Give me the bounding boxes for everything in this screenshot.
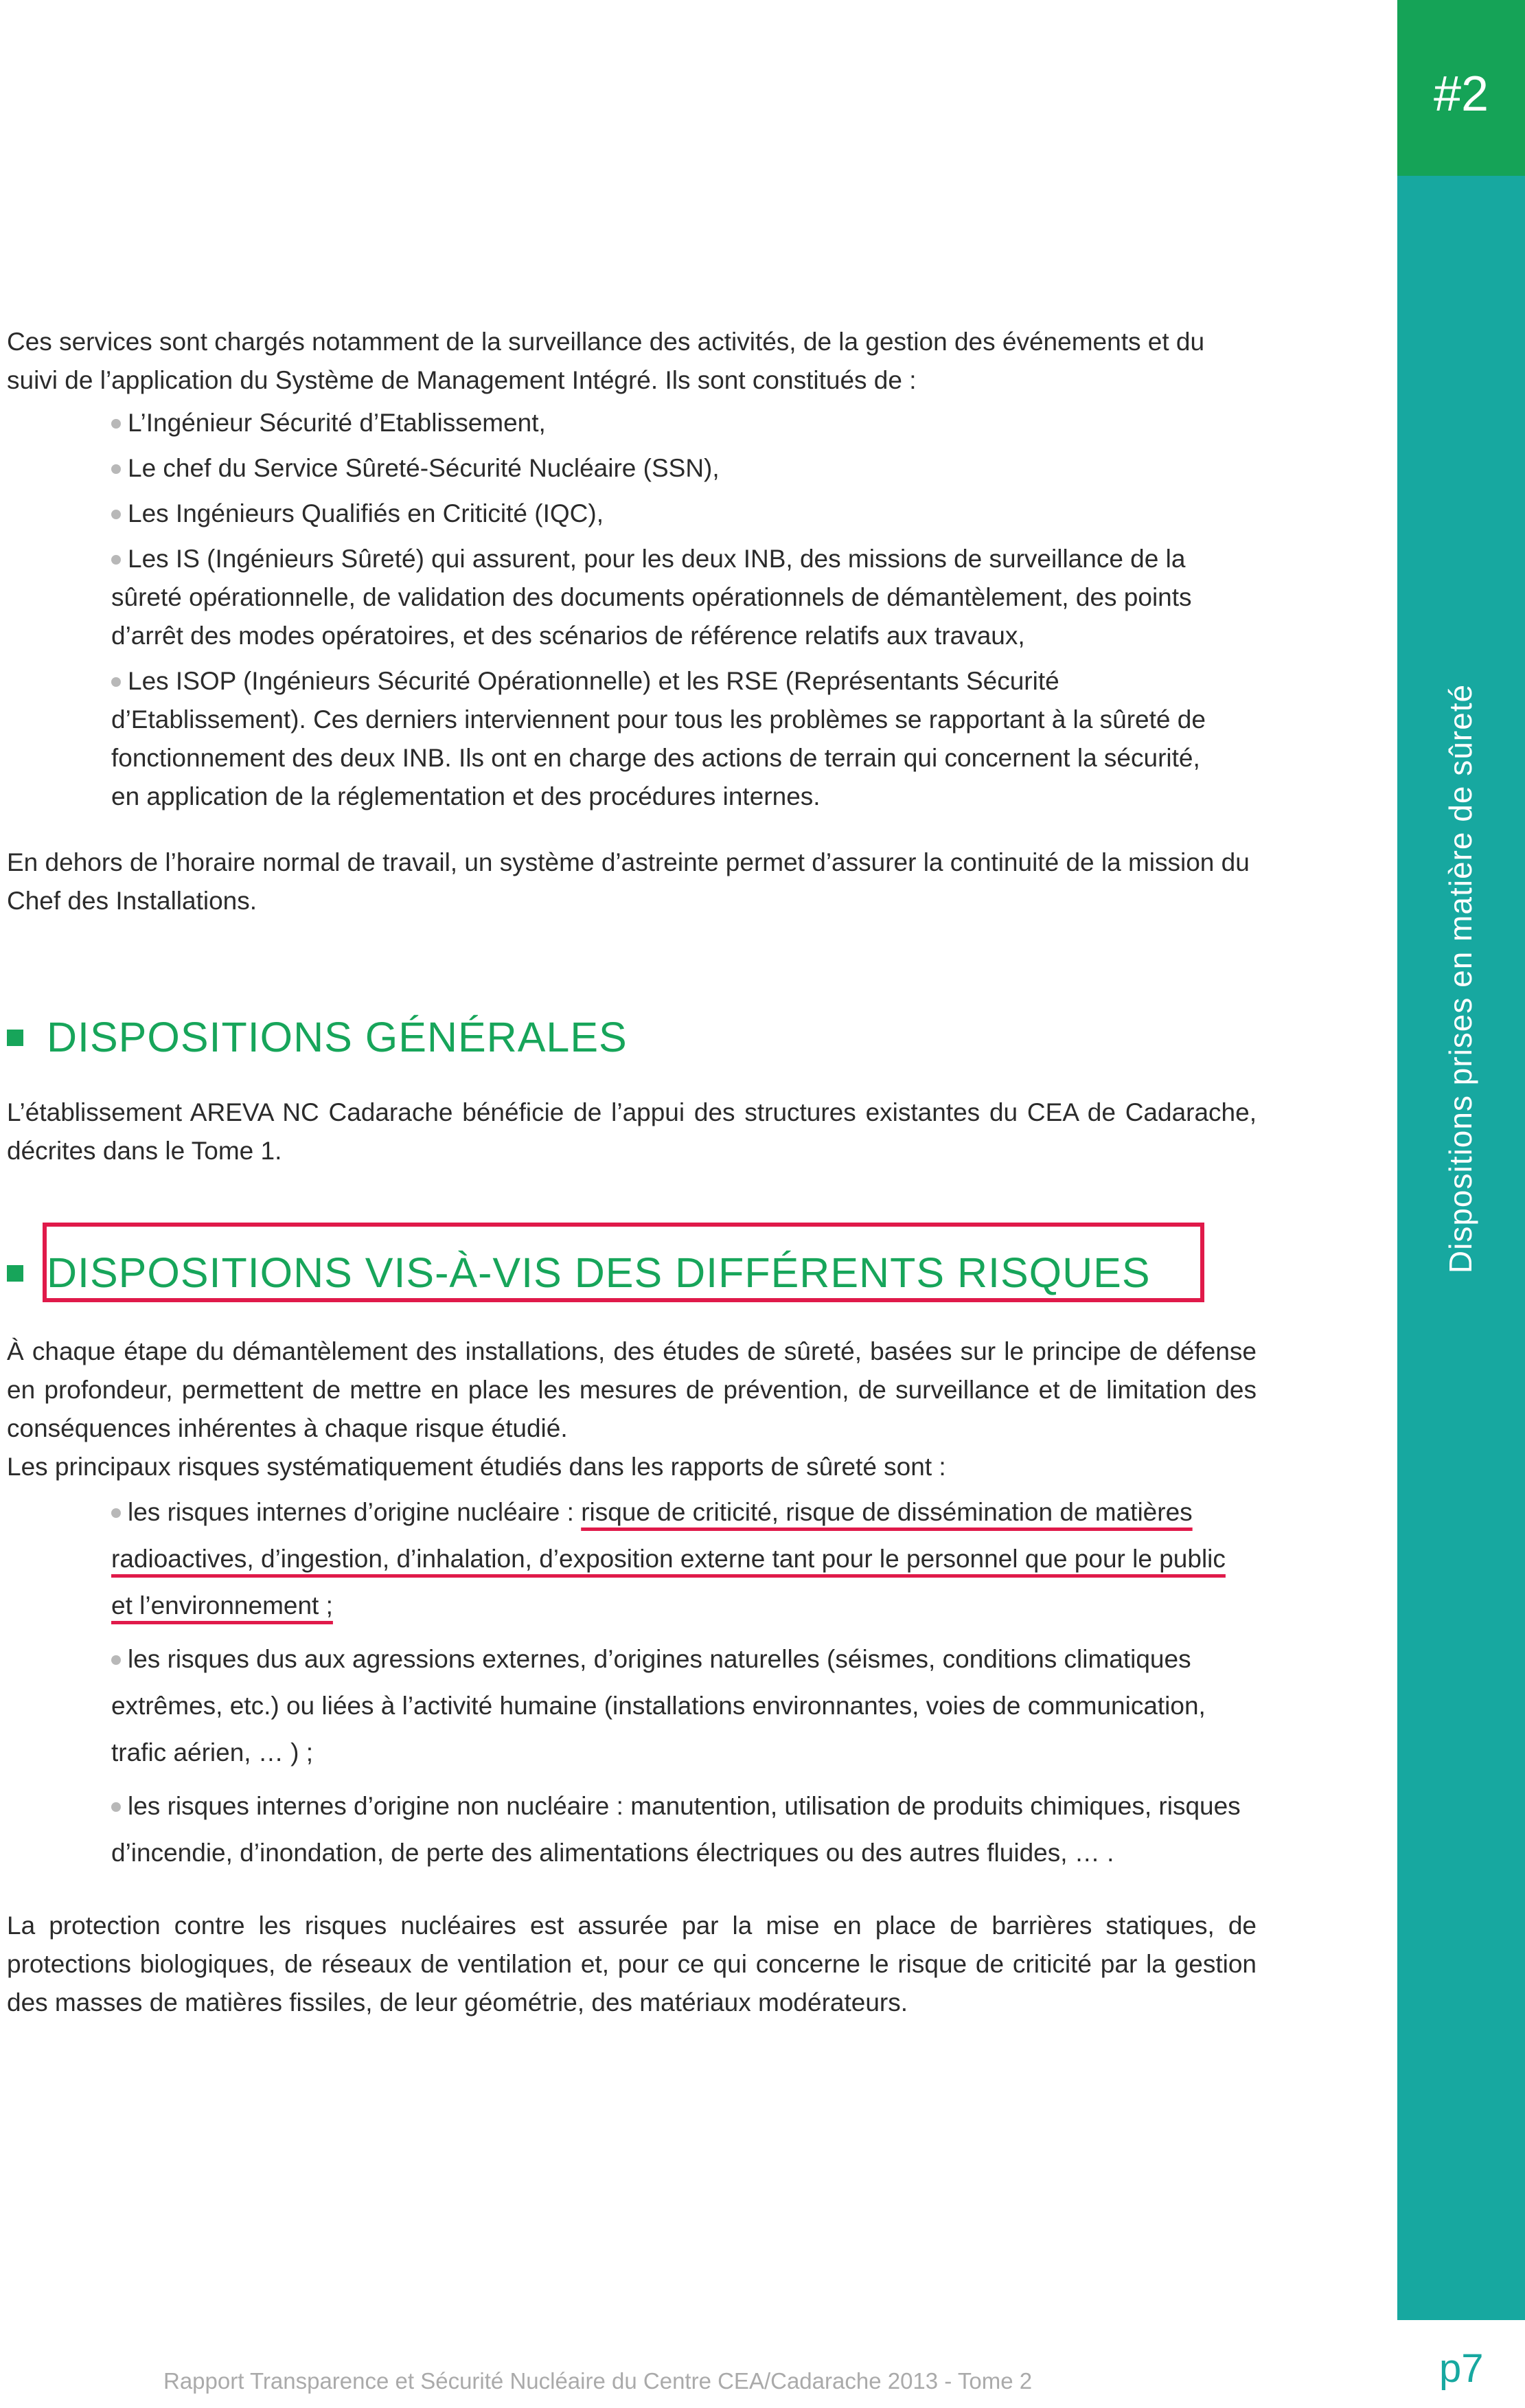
bullet-icon	[111, 510, 121, 519]
list-item: Les IS (Ingénieurs Sûreté) qui assurent, pour les deux INB, des missions de surveillance de la sûreté opérationnelle, de validation des documents opérationnels de démantèlement, des points d’arrêt des modes opératoires, et des scénarios de référence relatifs aux travaux,	[111, 545, 1192, 650]
list-item: les risques internes d’origine nucléaire : risque de criticité, risque de dissémination de matières radioactives, d’ingestion, d’inhalation, d’exposition externe tant pour le personnel que pour le public et l’environnement ;	[111, 1498, 1226, 1620]
bullet-icon	[111, 1508, 121, 1518]
section1-paragraph: L’établissement AREVA NC Cadarache bénéficie de l’appui des structures existantes du CEA de Cadarache, décrites dans le Tome 1.	[7, 1098, 1257, 1165]
chapter-tab-label: #2	[1433, 67, 1489, 122]
list-item: les risques dus aux agressions externes, d’origines naturelles (séismes, conditions climatiques extrêmes, etc.) ou liées à l’activité humaine (installations environnantes, voies de communication, trafic aérien, … ) ;	[111, 1645, 1206, 1767]
bullet-icon	[111, 419, 121, 429]
section1-block	[7, 1093, 1257, 1170]
bullet-icon	[111, 1802, 121, 1812]
list-item: L’Ingénieur Sécurité d’Etablissement,	[111, 404, 1224, 442]
intro-block	[7, 323, 1257, 920]
bullet-icon	[111, 555, 121, 565]
list-item: Les Ingénieurs Qualifiés en Criticité (IQC),	[111, 495, 1224, 533]
intro-list	[7, 404, 1224, 816]
bullet-icon	[111, 464, 121, 474]
section2-paragraph-1: À chaque étape du démantèlement des installations, des études de sûreté, basées sur le principe de défense en profondeur, permettent de mettre en place les mesures de prévention, de surveillance et de limitation des conséquences inhérentes à chaque risque étudié.	[7, 1337, 1257, 1442]
section-heading-general: DISPOSITIONS GÉNÉRALES	[7, 1013, 628, 1061]
list-item: les risques internes d’origine non nucléaire : manutention, utilisation de produits chimiques, risques d’incendie, d’inondation, de perte des alimentations électriques ou des autres fluides, … .	[111, 1792, 1241, 1867]
chapter-tab	[1397, 0, 1525, 176]
sidebar-vertical-title: Dispositions prises en matière de sûreté	[1443, 683, 1478, 1274]
risks-list	[7, 1489, 1251, 1876]
section2-block	[7, 1332, 1257, 2022]
intro-after-paragraph: En dehors de l’horaire normal de travail, un système d’astreinte permet d’assurer la continuité de la mission du Chef des Installations.	[7, 848, 1250, 915]
list-item: Le chef du Service Sûreté-Sécurité Nucléaire (SSN),	[111, 449, 1224, 488]
section-heading-risks: DISPOSITIONS VIS-À-VIS DES DIFFÉRENTS RISQUES	[7, 1249, 1151, 1297]
section2-paragraph-2: Les principaux risques systématiquement étudiés dans les rapports de sûreté sont :	[7, 1453, 946, 1481]
list-item: Les ISOP (Ingénieurs Sécurité Opérationnelle) et les RSE (Représentants Sécurité d’Etablissement). Ces derniers interviennent pour tous les problèmes se rapportant à la sûreté de fonctionnement des deux INB. Ils ont en charge des actions de terrain qui concernent la sécurité, en application de la réglementation et des procédures internes.	[111, 667, 1206, 810]
square-bullet-icon	[7, 1265, 23, 1282]
page-number: p7	[1439, 2346, 1484, 2391]
section2-paragraph-3: La protection contre les risques nucléaires est assurée par la mise en place de barrières statiques, de protections biologiques, de réseaux de ventilation et, pour ce qui concerne le risque de criticité par la gestion des masses de matières fissiles, de leur géométrie, des matériaux modérateurs.	[7, 1911, 1257, 2017]
bullet-icon	[111, 677, 121, 687]
underlined-risks-text: risque de criticité, risque de dissémination de matières radioactives, d’ingestion, d’inhalation, d’exposition externe tant pour le personnel que pour le public et l’environnement ;	[111, 1498, 1226, 1620]
square-bullet-icon	[7, 1030, 23, 1046]
bullet-icon	[111, 1655, 121, 1665]
footer-text: Rapport Transparence et Sécurité Nucléaire du Centre CEA/Cadarache 2013 - Tome 2	[163, 2368, 1033, 2394]
intro-paragraph: Ces services sont chargés notamment de la surveillance des activités, de la gestion des événements et du suivi de l’application du Système de Management Intégré. Ils sont constitués de :	[7, 328, 1205, 394]
